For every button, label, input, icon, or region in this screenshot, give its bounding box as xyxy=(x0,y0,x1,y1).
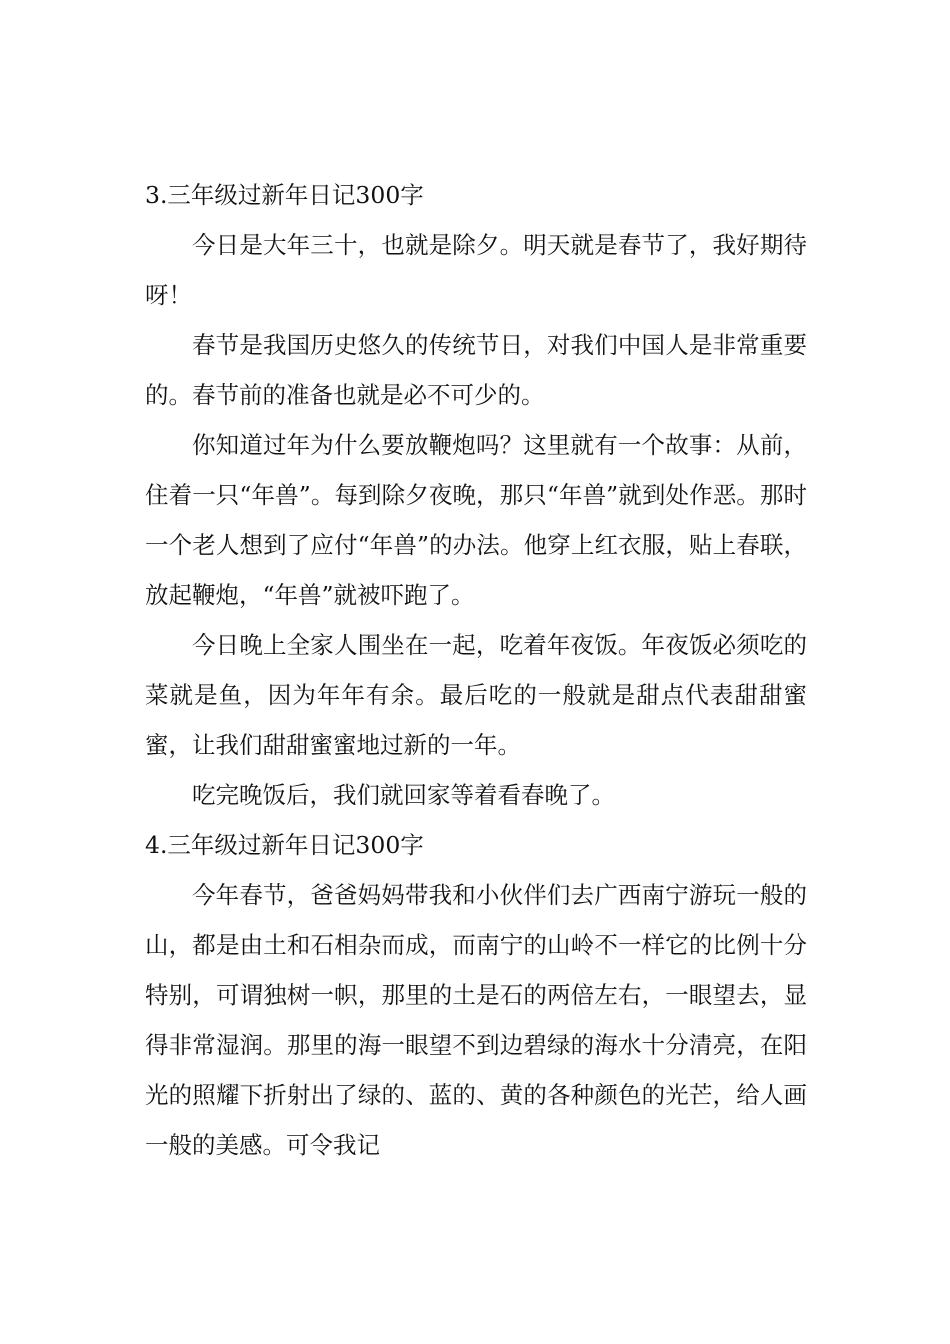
paragraph: 今年春节，爸爸妈妈带我和小伙伴们去广西南宁游玩一般的山，都是由土和石相杂而成，而南宁的山岭不一样它的比例十分特别，可谓独树一帜，那里的土是石的两倍左右，一眼望去，显得非常湿润。那里的海一眼望不到边碧绿的海水十分清亮，在阳光的照耀下折射出了绿的、蓝的、黄的各种颜色的光芒，给人画一般的美感。可令我记 xyxy=(145,881,807,1159)
paragraph: 你知道过年为什么要放鞭炮吗？这里就有一个故事：从前，住着一只“年兽”。每到除夕夜晚，那只“年兽”就到处作恶。那时一个老人想到了应付“年兽”的办法。他穿上红衣服，贴上春联，放起鞭炮，“年兽”就被吓跑了。 xyxy=(145,431,807,609)
diary-section-3 xyxy=(145,170,807,820)
diary-section-4 xyxy=(145,820,807,1170)
paragraph: 春节是我国历史悠久的传统节日，对我们中国人是非常重要的。春节前的准备也就是必不可少的。 xyxy=(145,331,807,409)
section-heading: 4.三年级过新年日记300字 xyxy=(145,831,424,859)
section-heading: 3.三年级过新年日记300字 xyxy=(145,181,424,209)
paragraph: 吃完晚饭后，我们就回家等着看春晚了。 xyxy=(192,781,615,809)
paragraph: 今日晚上全家人围坐在一起，吃着年夜饭。年夜饭必须吃的菜就是鱼，因为年年有余。最后吃的一般就是甜点代表甜甜蜜蜜，让我们甜甜蜜蜜地过新的一年。 xyxy=(145,631,807,759)
paragraph: 今日是大年三十，也就是除夕。明天就是春节了，我好期待呀！ xyxy=(145,231,807,309)
document-page xyxy=(145,170,807,1170)
